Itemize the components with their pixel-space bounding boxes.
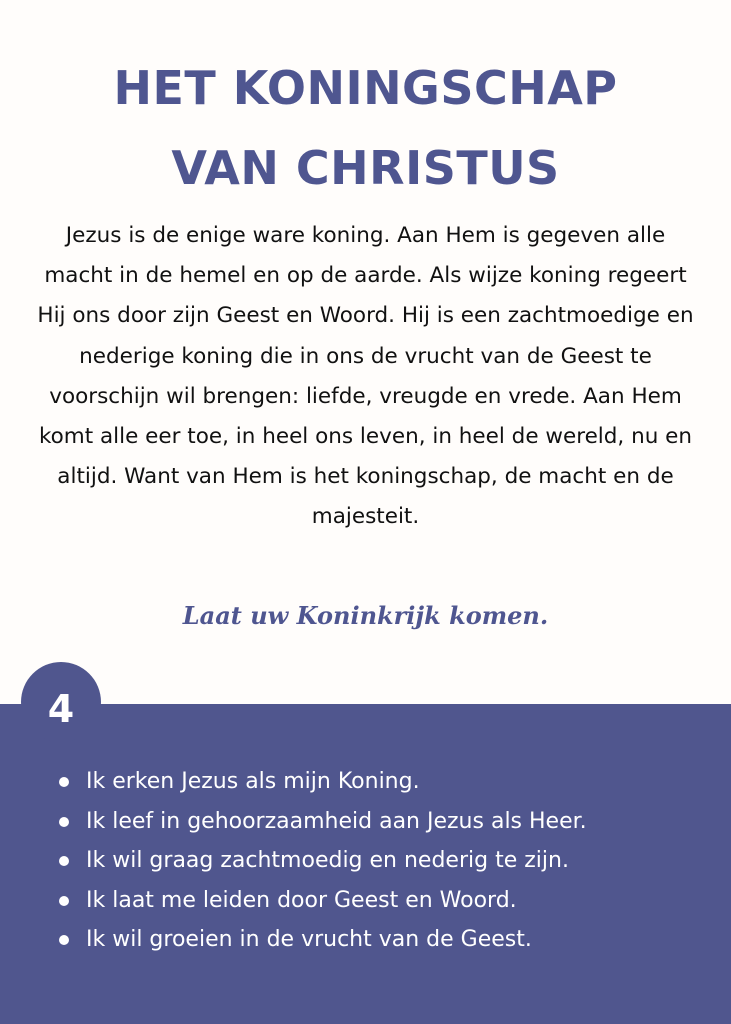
page-title — [0, 48, 731, 208]
bullet-icon — [59, 777, 69, 787]
title-line-1: HET KONINGSCHAP — [113, 61, 618, 115]
badge-number: 4 — [47, 687, 75, 731]
list-item — [56, 841, 587, 881]
commitment-list — [56, 762, 587, 960]
list-item — [56, 920, 587, 960]
list-item-text: Ik leef in gehoorzaamheid aan Jezus als Heer. — [86, 808, 587, 834]
tagline: Laat uw Koninkrijk komen. — [182, 601, 549, 630]
title-line-2: VAN CHRISTUS — [171, 141, 560, 195]
bullet-icon — [59, 817, 69, 827]
number-badge — [21, 662, 101, 742]
list-item-text: Ik wil groeien in de vrucht van de Geest. — [86, 927, 532, 952]
bullet-icon — [59, 856, 69, 866]
list-item — [56, 881, 587, 921]
list-item-text: Ik erken Jezus als mijn Koning. — [86, 769, 420, 794]
list-item-text: Ik laat me leiden door Geest en Woord. — [86, 887, 517, 913]
bullet-icon — [59, 896, 69, 906]
body-paragraph: Jezus is de enige ware koning. Aan Hem is gegeven alle macht in de hemel en op de aarde. Als wijze koning regeert Hij ons door zijn Geest en Woord. Hij is een zachtmoedige en nederige koning die in ons de vrucht van de Geest te voorschijn wil brengen: liefde, vreugde en vrede. Aan Hem komt alle eer toe, in heel ons leven, in heel de wereld, nu en altijd. Want van Hem is het koningschap, de macht en de majesteit. — [37, 223, 694, 530]
list-item-text: Ik wil graag zachtmoedig en nederig te zijn. — [86, 848, 569, 873]
list-item — [56, 802, 587, 842]
bullet-icon — [59, 935, 69, 945]
list-item — [56, 762, 587, 802]
